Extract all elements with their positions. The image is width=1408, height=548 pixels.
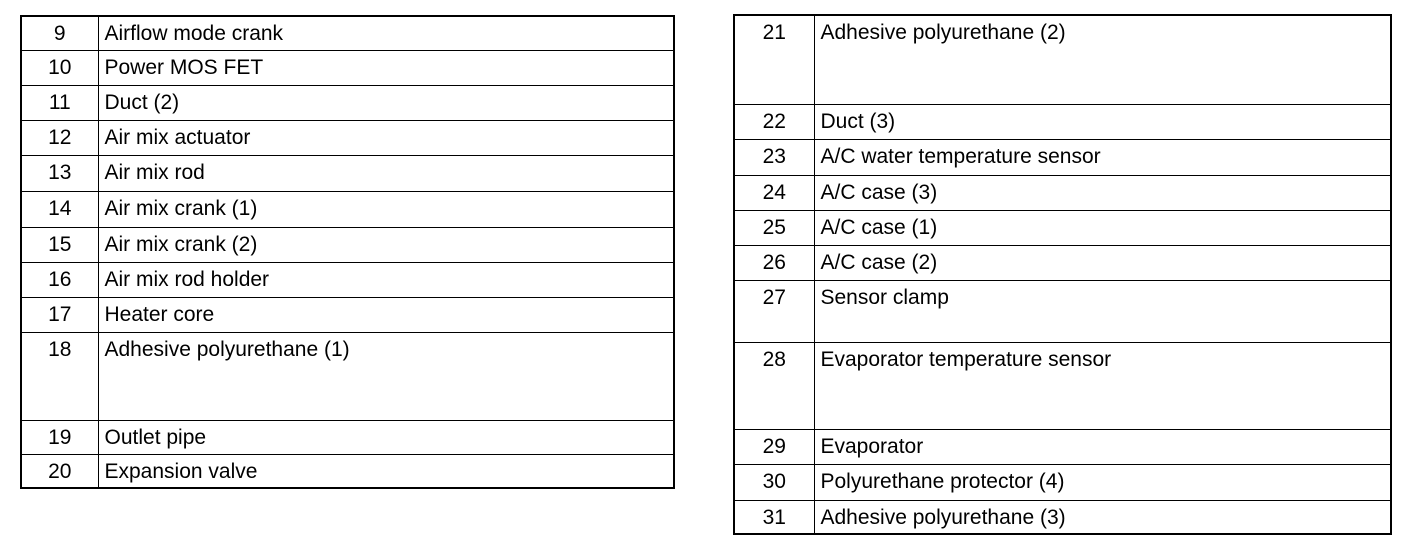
part-number: 9	[21, 16, 98, 50]
table-row	[734, 210, 1391, 245]
part-name: A/C water temperature sensor	[814, 139, 1391, 175]
table-row	[734, 245, 1391, 280]
table-row	[734, 15, 1391, 104]
part-name: Outlet pipe	[98, 420, 674, 454]
table-row	[21, 16, 674, 50]
part-name: Duct (2)	[98, 85, 674, 120]
part-name: Duct (3)	[814, 104, 1391, 139]
part-number: 16	[21, 262, 98, 297]
table-row	[21, 191, 674, 227]
part-name: Air mix rod	[98, 155, 674, 191]
part-name: Adhesive polyurethane (3)	[814, 500, 1391, 534]
part-name: Air mix crank (2)	[98, 227, 674, 262]
part-number: 23	[734, 139, 814, 175]
table-row	[21, 50, 674, 85]
part-name: Polyurethane protector (4)	[814, 464, 1391, 500]
table-row	[734, 464, 1391, 500]
table-row	[21, 420, 674, 454]
part-name: Air mix crank (1)	[98, 191, 674, 227]
part-name: A/C case (3)	[814, 175, 1391, 210]
part-name: Air mix actuator	[98, 120, 674, 155]
part-name: Air mix rod holder	[98, 262, 674, 297]
table-row	[734, 429, 1391, 464]
table-row	[734, 139, 1391, 175]
part-number: 28	[734, 342, 814, 429]
part-number: 17	[21, 297, 98, 332]
table-row	[21, 297, 674, 332]
table-row	[21, 262, 674, 297]
part-number: 12	[21, 120, 98, 155]
table-row	[21, 120, 674, 155]
part-number: 24	[734, 175, 814, 210]
part-name: A/C case (2)	[814, 245, 1391, 280]
part-name: Evaporator	[814, 429, 1391, 464]
part-number: 26	[734, 245, 814, 280]
part-name: A/C case (1)	[814, 210, 1391, 245]
part-number: 29	[734, 429, 814, 464]
part-name: Power MOS FET	[98, 50, 674, 85]
table-row	[21, 227, 674, 262]
table-row	[21, 155, 674, 191]
table-row	[734, 175, 1391, 210]
part-number: 22	[734, 104, 814, 139]
part-number: 10	[21, 50, 98, 85]
table-row	[21, 454, 674, 488]
table-row	[734, 104, 1391, 139]
part-number: 30	[734, 464, 814, 500]
parts-table-right	[733, 14, 1392, 535]
part-name: Heater core	[98, 297, 674, 332]
part-number: 25	[734, 210, 814, 245]
part-name: Expansion valve	[98, 454, 674, 488]
part-number: 13	[21, 155, 98, 191]
part-number: 19	[21, 420, 98, 454]
part-name: Adhesive polyurethane (2)	[814, 15, 1391, 104]
part-number: 11	[21, 85, 98, 120]
part-number: 14	[21, 191, 98, 227]
parts-table-left	[20, 15, 675, 489]
part-name: Sensor clamp	[814, 280, 1391, 342]
part-number: 15	[21, 227, 98, 262]
part-name: Airflow mode crank	[98, 16, 674, 50]
table-row	[734, 342, 1391, 429]
table-row	[734, 500, 1391, 534]
part-number: 18	[21, 332, 98, 420]
part-number: 27	[734, 280, 814, 342]
part-name: Adhesive polyurethane (1)	[98, 332, 674, 420]
part-number: 21	[734, 15, 814, 104]
table-row	[21, 332, 674, 420]
part-name: Evaporator temperature sensor	[814, 342, 1391, 429]
table-row	[21, 85, 674, 120]
part-number: 20	[21, 454, 98, 488]
table-row	[734, 280, 1391, 342]
part-number: 31	[734, 500, 814, 534]
